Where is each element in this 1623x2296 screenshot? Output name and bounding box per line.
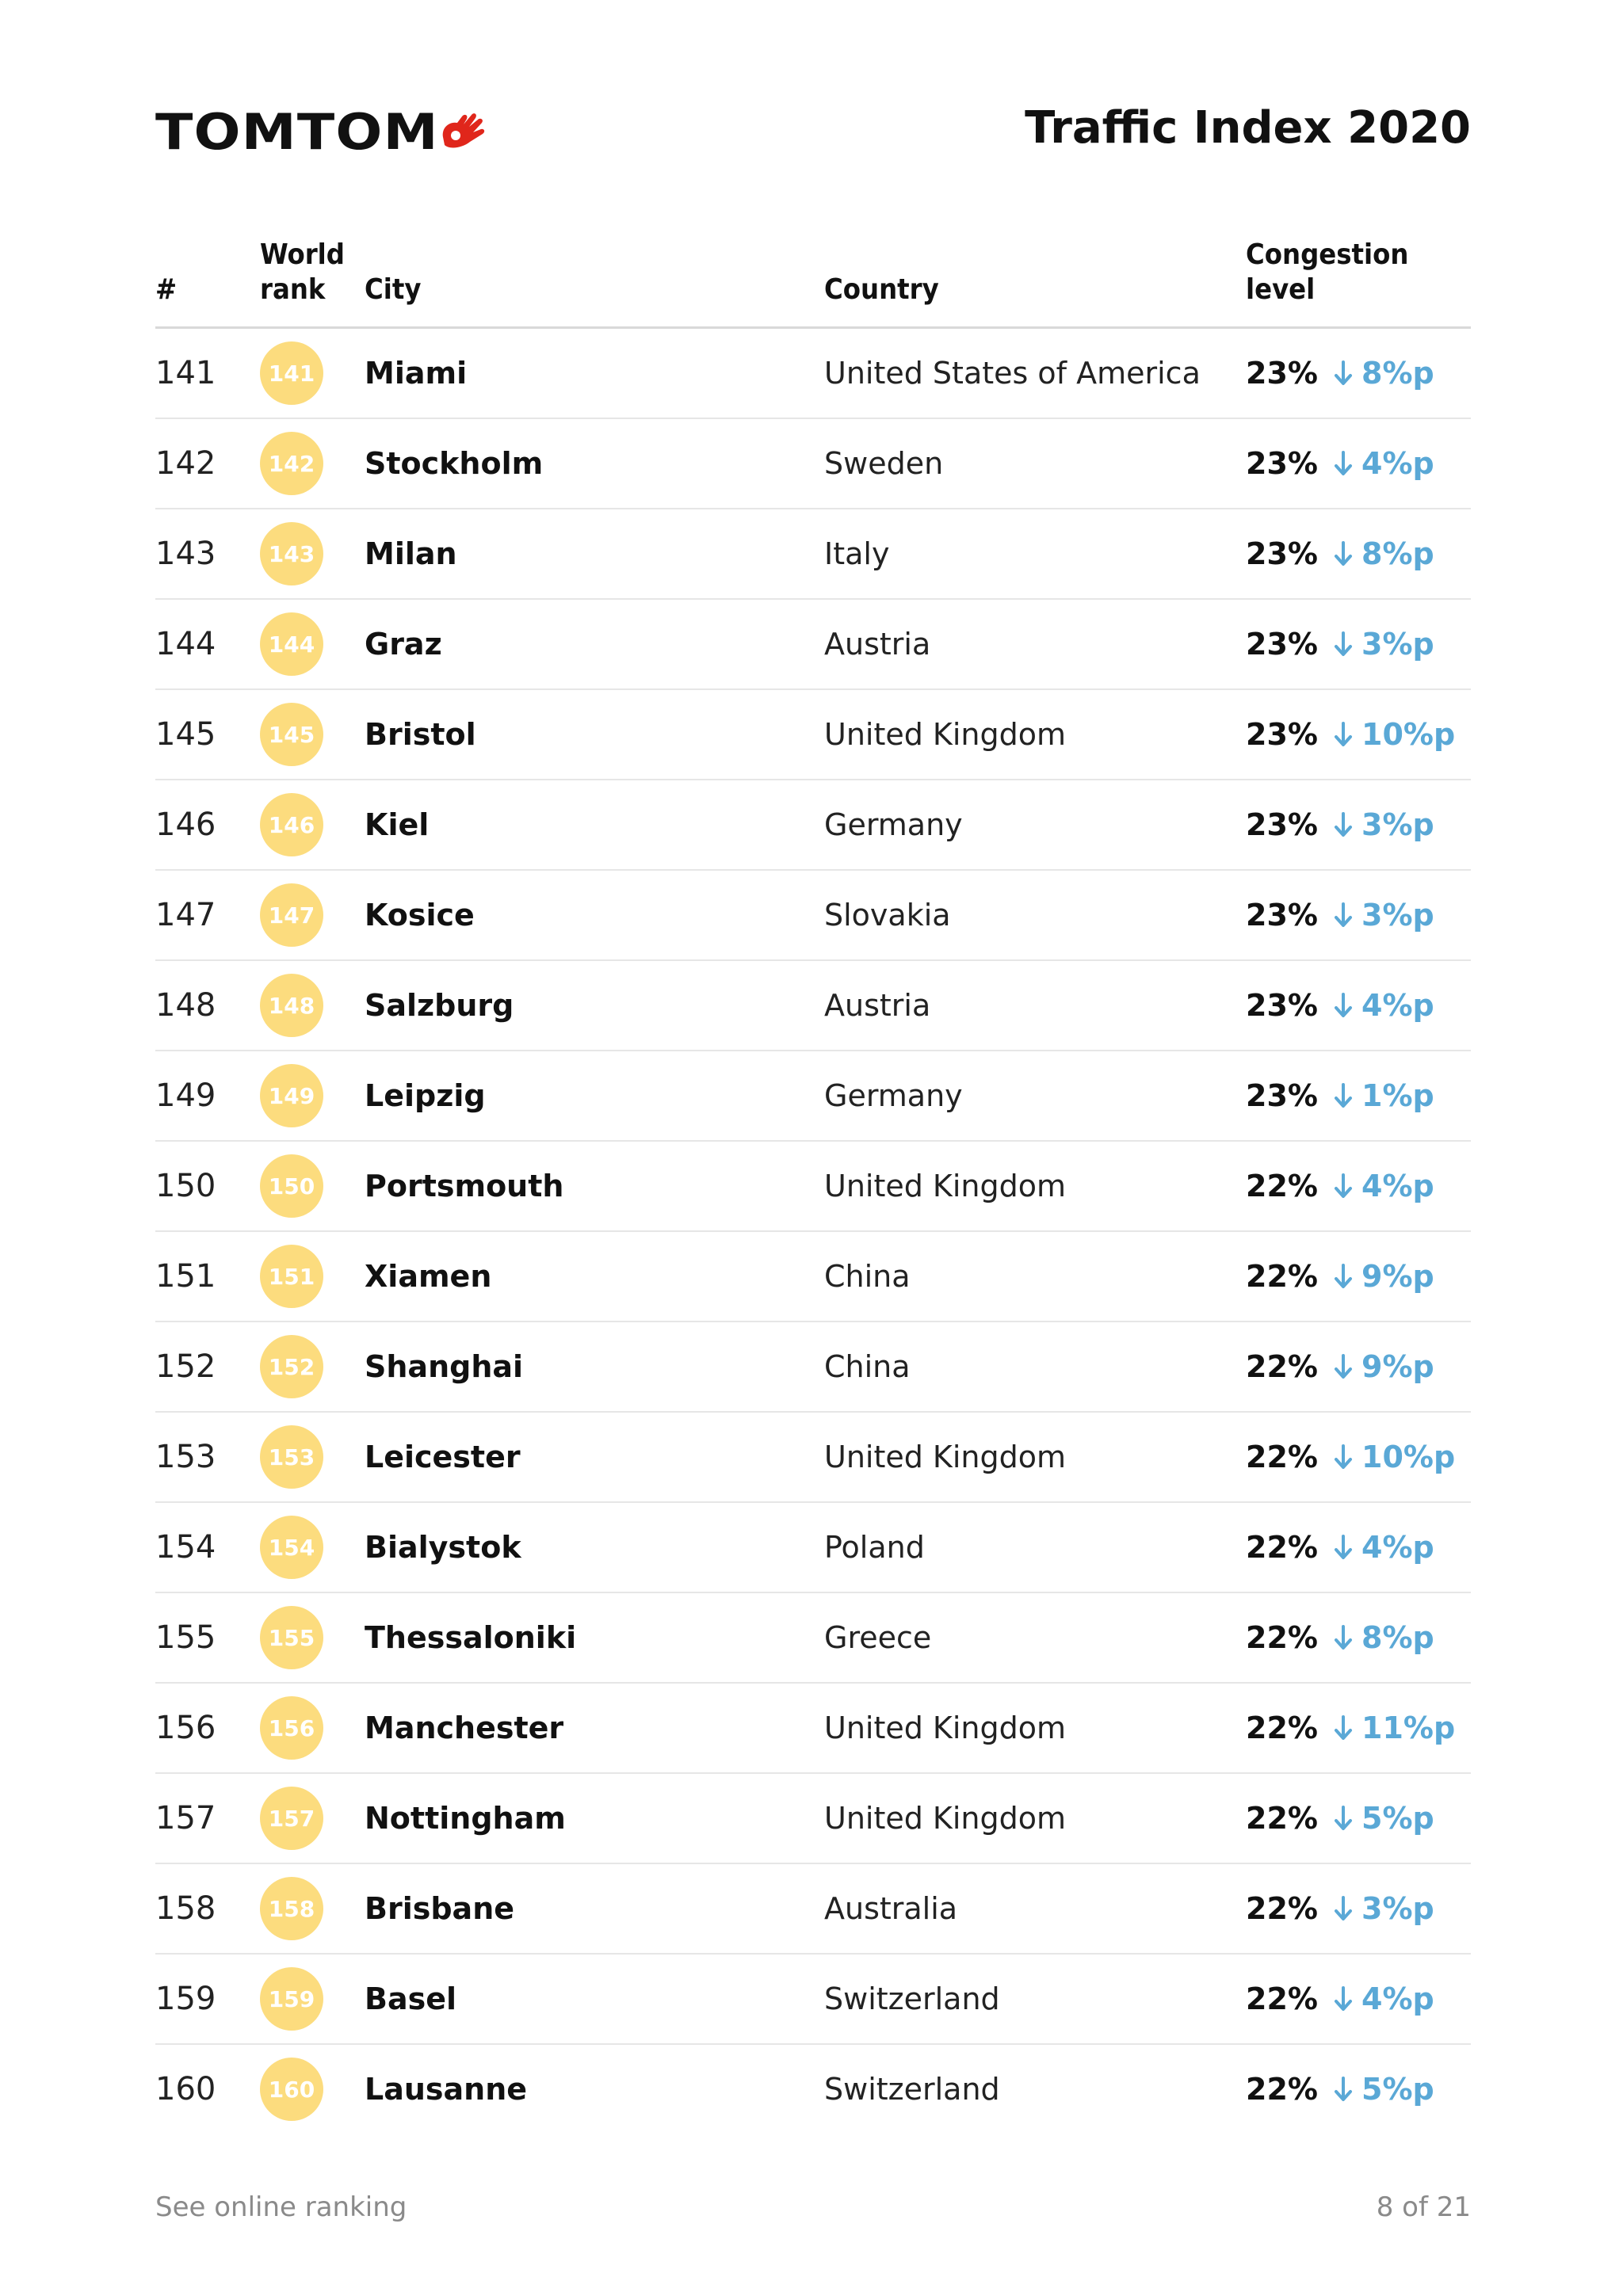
country-name: Slovakia [824, 898, 951, 933]
city-name: Bialystok [365, 1530, 521, 1565]
city-name: Kosice [365, 898, 475, 933]
table-row [155, 1322, 1471, 1413]
row-number: 152 [155, 1348, 216, 1385]
arrow-down-icon [1333, 2076, 1354, 2103]
report-title: Traffic Index 2020 [1025, 102, 1471, 154]
table-row [155, 871, 1471, 961]
row-number: 141 [155, 355, 216, 391]
city-name: Milan [365, 536, 457, 571]
congestion-change [1333, 419, 1434, 508]
tomtom-logo[interactable] [155, 103, 487, 161]
city-name: Xiamen [365, 1259, 492, 1294]
table-row [155, 2045, 1471, 2134]
congestion-level: 23% [1246, 898, 1318, 933]
country-name: Switzerland [824, 2072, 1000, 2107]
country-name: China [824, 1259, 911, 1294]
world-rank-cell [260, 1413, 323, 1501]
table-row [155, 1955, 1471, 2045]
congestion-level: 22% [1246, 1711, 1318, 1745]
world-rank-cell [260, 1774, 323, 1863]
change-value: 11%p [1361, 1711, 1456, 1745]
world-rank-badge: 154 [260, 1516, 323, 1579]
arrow-down-icon [1333, 1353, 1354, 1380]
arrow-down-icon [1333, 1805, 1354, 1832]
country-name: Greece [824, 1620, 932, 1655]
congestion-level: 23% [1246, 536, 1318, 571]
country-name: Switzerland [824, 1981, 1000, 2016]
row-number: 160 [155, 2071, 216, 2107]
page-indicator: 8 of 21 [1376, 2191, 1471, 2223]
world-rank-badge: 159 [260, 1967, 323, 2031]
row-number: 145 [155, 716, 216, 753]
change-value: 8%p [1361, 356, 1434, 391]
arrow-down-icon [1333, 1173, 1354, 1199]
world-rank-cell [260, 1503, 323, 1592]
table-row [155, 1142, 1471, 1232]
city-name: Nottingham [365, 1801, 566, 1836]
row-number: 154 [155, 1529, 216, 1566]
congestion-change [1333, 1322, 1434, 1411]
table-header [155, 238, 1471, 329]
congestion-change [1333, 871, 1434, 959]
tomtom-hand-icon [438, 110, 487, 154]
country-name: Germany [824, 1078, 963, 1113]
world-rank-badge: 142 [260, 432, 323, 495]
world-rank-badge: 152 [260, 1335, 323, 1398]
arrow-down-icon [1333, 721, 1354, 748]
row-number: 157 [155, 1800, 216, 1836]
city-name: Thessaloniki [365, 1620, 577, 1655]
country-name: United States of America [824, 356, 1201, 391]
arrow-down-icon [1333, 1082, 1354, 1109]
congestion-level: 22% [1246, 1620, 1318, 1655]
column-header-congestion-level: Congestion level [1246, 238, 1409, 307]
world-rank-cell [260, 690, 323, 779]
congestion-change [1333, 2045, 1434, 2134]
congestion-level: 22% [1246, 1440, 1318, 1474]
row-number: 148 [155, 987, 216, 1024]
congestion-change [1333, 1774, 1434, 1863]
table-row [155, 509, 1471, 600]
world-rank-cell [260, 1051, 323, 1140]
congestion-level: 22% [1246, 1801, 1318, 1836]
table-row [155, 961, 1471, 1051]
table-row [155, 1864, 1471, 1955]
world-rank-badge: 160 [260, 2058, 323, 2121]
congestion-change [1333, 1051, 1434, 1140]
row-number: 153 [155, 1439, 216, 1475]
congestion-change [1333, 1232, 1434, 1321]
congestion-level: 23% [1246, 446, 1318, 481]
table-row [155, 1593, 1471, 1684]
world-rank-badge: 141 [260, 341, 323, 405]
arrow-down-icon [1333, 811, 1354, 838]
world-rank-badge: 158 [260, 1877, 323, 1940]
world-rank-cell [260, 1593, 323, 1682]
city-name: Manchester [365, 1711, 564, 1745]
world-rank-cell [260, 1142, 323, 1230]
row-number: 144 [155, 626, 216, 662]
congestion-level: 23% [1246, 988, 1318, 1023]
column-header-number: # [155, 273, 178, 307]
congestion-change [1333, 1503, 1434, 1592]
arrow-down-icon [1333, 902, 1354, 929]
world-rank-badge: 156 [260, 1696, 323, 1760]
congestion-level: 22% [1246, 1349, 1318, 1384]
arrow-down-icon [1333, 1534, 1354, 1561]
change-value: 3%p [1361, 807, 1434, 842]
world-rank-badge: 149 [260, 1064, 323, 1127]
world-rank-badge: 157 [260, 1787, 323, 1850]
congestion-change [1333, 600, 1434, 688]
table-row [155, 1051, 1471, 1142]
congestion-level: 22% [1246, 1981, 1318, 2016]
arrow-down-icon [1333, 1444, 1354, 1470]
congestion-change [1333, 1955, 1434, 2043]
change-value: 9%p [1361, 1349, 1434, 1384]
row-number: 158 [155, 1890, 216, 1927]
arrow-down-icon [1333, 1263, 1354, 1290]
congestion-level: 23% [1246, 1078, 1318, 1113]
world-rank-badge: 143 [260, 522, 323, 585]
table-row [155, 690, 1471, 780]
page-footer [155, 2191, 1471, 2229]
row-number: 150 [155, 1168, 216, 1204]
congestion-level: 22% [1246, 1530, 1318, 1565]
table-row [155, 329, 1471, 419]
country-name: Australia [824, 1891, 958, 1926]
table-row [155, 1503, 1471, 1593]
row-number: 146 [155, 807, 216, 843]
congestion-level: 23% [1246, 356, 1318, 391]
change-value: 3%p [1361, 627, 1434, 662]
arrow-down-icon [1333, 1624, 1354, 1651]
city-name: Shanghai [365, 1349, 524, 1384]
arrow-down-icon [1333, 631, 1354, 658]
table-row [155, 1774, 1471, 1864]
change-value: 4%p [1361, 1981, 1434, 2016]
congestion-change [1333, 1142, 1434, 1230]
congestion-level: 23% [1246, 627, 1318, 662]
country-name: Austria [824, 627, 931, 662]
change-value: 3%p [1361, 1891, 1434, 1926]
country-name: Italy [824, 536, 890, 571]
world-rank-cell [260, 961, 323, 1050]
table-row [155, 1684, 1471, 1774]
page-header [155, 101, 1471, 165]
world-rank-badge: 144 [260, 612, 323, 676]
row-number: 159 [155, 1981, 216, 2017]
world-rank-badge: 155 [260, 1606, 323, 1669]
country-name: United Kingdom [824, 717, 1067, 752]
change-value: 5%p [1361, 1801, 1434, 1836]
change-value: 1%p [1361, 1078, 1434, 1113]
arrow-down-icon [1333, 360, 1354, 387]
arrow-down-icon [1333, 1714, 1354, 1741]
world-rank-cell [260, 1322, 323, 1411]
world-rank-badge: 147 [260, 883, 323, 947]
city-name: Bristol [365, 717, 476, 752]
congestion-change [1333, 329, 1434, 418]
congestion-level: 23% [1246, 807, 1318, 842]
world-rank-cell [260, 509, 323, 598]
world-rank-cell [260, 871, 323, 959]
congestion-level: 23% [1246, 717, 1318, 752]
city-name: Miami [365, 356, 468, 391]
change-value: 4%p [1361, 446, 1434, 481]
row-number: 155 [155, 1619, 216, 1656]
change-value: 8%p [1361, 1620, 1434, 1655]
city-name: Leicester [365, 1440, 521, 1474]
country-name: United Kingdom [824, 1801, 1067, 1836]
country-name: China [824, 1349, 911, 1384]
ranking-table [155, 238, 1471, 2134]
congestion-change [1333, 1684, 1455, 1772]
world-rank-cell [260, 1684, 323, 1772]
country-name: United Kingdom [824, 1711, 1067, 1745]
city-name: Portsmouth [365, 1169, 564, 1203]
table-row [155, 780, 1471, 871]
congestion-level: 22% [1246, 2072, 1318, 2107]
city-name: Lausanne [365, 2072, 528, 2107]
table-body [155, 329, 1471, 2134]
arrow-down-icon [1333, 1895, 1354, 1922]
arrow-down-icon [1333, 540, 1354, 567]
congestion-level: 22% [1246, 1169, 1318, 1203]
world-rank-badge: 151 [260, 1245, 323, 1308]
country-name: Germany [824, 807, 963, 842]
congestion-change [1333, 1413, 1455, 1501]
row-number: 142 [155, 445, 216, 482]
change-value: 8%p [1361, 536, 1434, 571]
logo-wordmark: TOMTOM [155, 103, 439, 161]
world-rank-badge: 145 [260, 703, 323, 766]
world-rank-cell [260, 419, 323, 508]
change-value: 3%p [1361, 898, 1434, 933]
world-rank-cell [260, 780, 323, 869]
arrow-down-icon [1333, 450, 1354, 477]
country-name: Austria [824, 988, 931, 1023]
table-row [155, 600, 1471, 690]
row-number: 143 [155, 536, 216, 572]
world-rank-cell [260, 600, 323, 688]
city-name: Leipzig [365, 1078, 486, 1113]
world-rank-cell [260, 2045, 323, 2134]
city-name: Kiel [365, 807, 430, 842]
change-value: 9%p [1361, 1259, 1434, 1294]
change-value: 4%p [1361, 1530, 1434, 1565]
change-value: 10%p [1361, 717, 1456, 752]
congestion-change [1333, 690, 1455, 779]
city-name: Stockholm [365, 446, 544, 481]
world-rank-cell [260, 1232, 323, 1321]
city-name: Basel [365, 1981, 457, 2016]
world-rank-cell [260, 1864, 323, 1953]
row-number: 147 [155, 897, 216, 933]
see-online-ranking-link[interactable]: See online ranking [155, 2191, 407, 2223]
congestion-level: 22% [1246, 1259, 1318, 1294]
city-name: Salzburg [365, 988, 514, 1023]
congestion-level: 22% [1246, 1891, 1318, 1926]
congestion-change [1333, 1593, 1434, 1682]
world-rank-cell [260, 1955, 323, 2043]
country-name: Sweden [824, 446, 944, 481]
world-rank-badge: 146 [260, 793, 323, 856]
arrow-down-icon [1333, 1985, 1354, 2012]
city-name: Graz [365, 627, 442, 662]
column-header-city: City [365, 273, 422, 307]
world-rank-badge: 150 [260, 1154, 323, 1218]
congestion-change [1333, 780, 1434, 869]
country-name: United Kingdom [824, 1169, 1067, 1203]
change-value: 10%p [1361, 1440, 1456, 1474]
change-value: 5%p [1361, 2072, 1434, 2107]
row-number: 156 [155, 1710, 216, 1746]
country-name: United Kingdom [824, 1440, 1067, 1474]
world-rank-cell [260, 329, 323, 418]
row-number: 151 [155, 1258, 216, 1295]
world-rank-badge: 148 [260, 974, 323, 1037]
table-row [155, 1232, 1471, 1322]
congestion-change [1333, 1864, 1434, 1953]
country-name: Poland [824, 1530, 925, 1565]
row-number: 149 [155, 1077, 216, 1114]
column-header-world-rank: World rank [260, 238, 345, 307]
congestion-change [1333, 961, 1434, 1050]
column-header-country: Country [824, 273, 939, 307]
change-value: 4%p [1361, 1169, 1434, 1203]
table-row [155, 419, 1471, 509]
world-rank-badge: 153 [260, 1425, 323, 1489]
congestion-change [1333, 509, 1434, 598]
city-name: Brisbane [365, 1891, 515, 1926]
arrow-down-icon [1333, 992, 1354, 1019]
table-row [155, 1413, 1471, 1503]
change-value: 4%p [1361, 988, 1434, 1023]
